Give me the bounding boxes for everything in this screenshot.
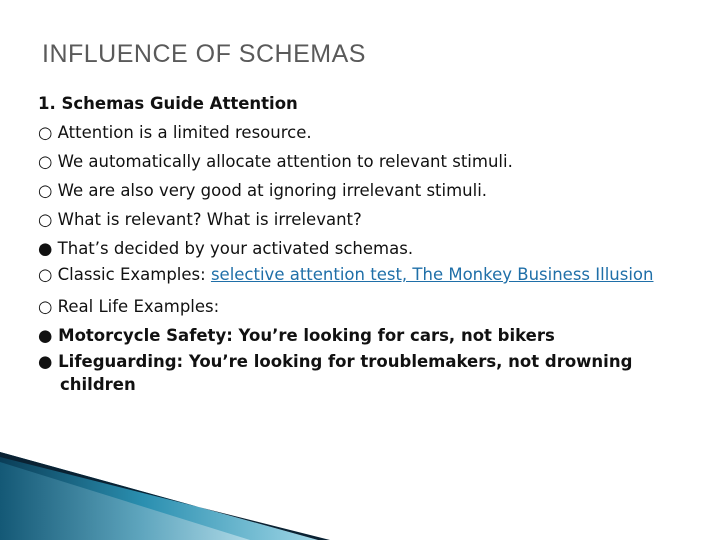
bullet-item (38, 118, 678, 147)
section-heading: 1. Schemas Guide Attention (38, 94, 298, 113)
circle-bullet-icon: ○ (38, 123, 53, 142)
circle-bullet-icon: ○ (38, 210, 53, 229)
circle-bullet-icon: ○ (38, 265, 53, 284)
circle-bullet-icon: ○ (38, 181, 53, 200)
bullet-text: Real Life Examples: (52, 297, 220, 316)
dot-bullet-icon: ● (38, 326, 53, 345)
examples-item (38, 263, 678, 286)
examples-label: Classic Examples: (52, 265, 211, 284)
bullet-item (38, 350, 678, 396)
bullet-item (38, 321, 678, 350)
slide-content (38, 89, 678, 402)
bullet-item (38, 234, 678, 263)
bullet-text: Attention is a limited resource. (52, 123, 312, 142)
bullet-text: What is relevant? What is irrelevant? (52, 210, 362, 229)
bullet-text: Lifeguarding: You’re looking for troublemakers, not drowning children (52, 352, 633, 394)
bullet-text: Motorcycle Safety: You’re looking for cars, not bikers (52, 326, 555, 345)
bullet-text: We are also very good at ignoring irrelevant stimuli. (52, 181, 488, 200)
bullet-item (38, 147, 678, 176)
bullet-item (38, 292, 678, 321)
bullet-item (38, 205, 678, 234)
circle-bullet-icon: ○ (38, 297, 53, 316)
dot-bullet-icon: ● (38, 239, 53, 258)
bullet-text: That’s decided by your activated schemas. (52, 239, 414, 258)
dot-bullet-icon: ● (38, 352, 53, 371)
bullet-text: We automatically allocate attention to relevant stimuli. (52, 152, 513, 171)
bullet-item (38, 176, 678, 205)
circle-bullet-icon: ○ (38, 152, 53, 171)
video-link[interactable]: selective attention test, The Monkey Business Illusion (210, 265, 654, 284)
slide-title: INFLUENCE OF SCHEMAS (42, 40, 366, 68)
